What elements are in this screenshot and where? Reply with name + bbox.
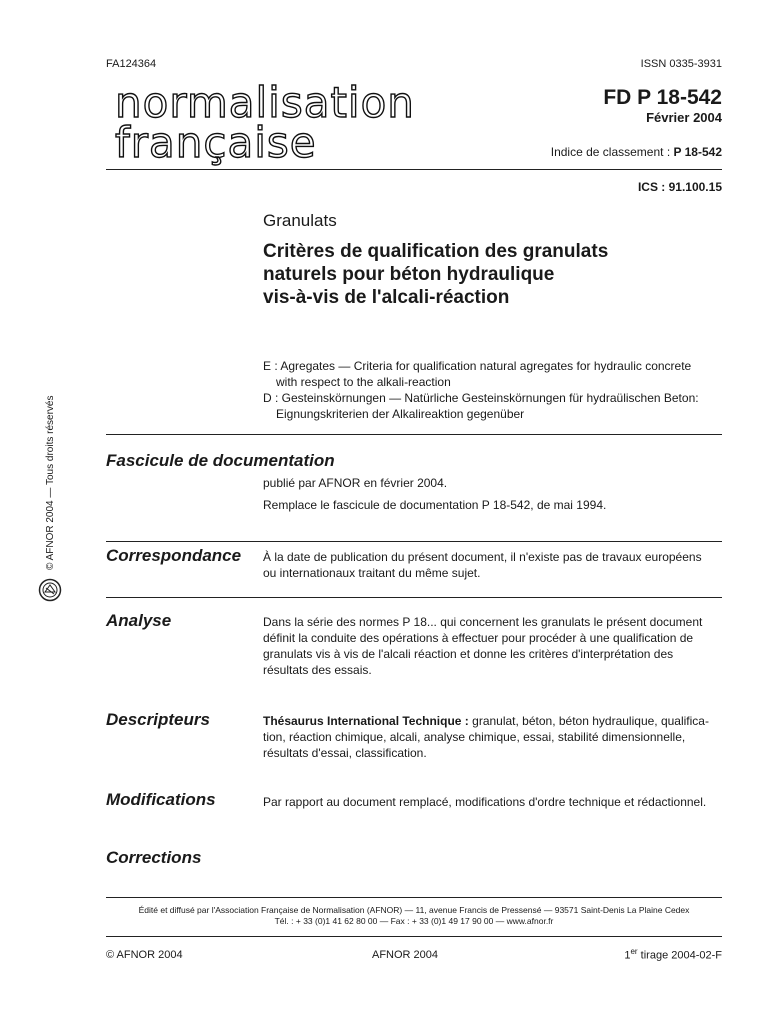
- index-label: Indice de classement :: [550, 145, 671, 159]
- classification-index: [551, 145, 722, 159]
- descripteurs-line2: tion, réaction chimique, alcali, analyse chimique, essai, stabilité dimensionnelle,: [263, 730, 686, 744]
- translations: [263, 358, 699, 422]
- fascicule-line2: Remplace le fascicule de documentation P 18-542, de mai 1994.: [263, 498, 607, 512]
- logo-line2: française: [115, 118, 317, 167]
- section-modifications-text: Par rapport au document remplacé, modifications d'ordre technique et rédactionnel.: [263, 795, 707, 809]
- side-copyright-text: © AFNOR 2004 — Tous droits réservés: [44, 395, 56, 570]
- correspondance-line1: À la date de publication du présent document, il n'existe pas de travaux européens: [263, 550, 702, 564]
- descripteurs-line1-rest: granulat, béton, béton hydraulique, qualifica-: [468, 714, 709, 728]
- tirage-rest: tirage 2004-02-F: [637, 949, 722, 962]
- ics-code: ICS : 91.100.15: [637, 180, 722, 194]
- english-title: E : Agregates — Criteria for qualification natural agregates for hydraulic concrete: [263, 359, 692, 373]
- issn: ISSN 0335-3931: [640, 58, 722, 70]
- tirage-number: 1: [624, 949, 631, 962]
- translations-rule: [106, 434, 722, 435]
- analyse-line3: granulats vis à vis de l'alcali réaction et donne les critères d'interprétation des: [263, 647, 674, 661]
- fascicule-line1: publié par AFNOR en février 2004.: [263, 476, 448, 490]
- section-corrections-label: Corrections: [106, 848, 202, 867]
- section-analyse-label: Analyse: [106, 611, 172, 630]
- section-rule: [106, 541, 722, 542]
- section-rule: [106, 597, 722, 598]
- index-value: P 18-542: [673, 145, 722, 159]
- footer-copyright: © AFNOR 2004: [106, 949, 183, 961]
- german-title-cont: Eignungskriterien der Alkalireaktion gegenüber: [276, 407, 525, 421]
- afnor-seal-icon: [38, 578, 62, 602]
- footer-center: AFNOR 2004: [372, 949, 439, 961]
- publisher-line2: Tél. : + 33 (0)1 41 62 80 00 — Fax : + 33 (0)1 49 17 90 00 — www.afnor.fr: [274, 916, 554, 926]
- analyse-line2: définit la conduite des opérations à effectuer pour procéder à une qualification de: [263, 631, 694, 645]
- section-modifications-label: Modifications: [106, 790, 216, 809]
- section-fascicule-label: Fascicule de documentation: [106, 451, 335, 470]
- footer-rule: [106, 897, 722, 898]
- title-line2: naturels pour béton hydraulique: [263, 264, 555, 285]
- thesaurus-label: Thésaurus International Technique :: [263, 714, 469, 728]
- title-line1: Critères de qualification des granulats: [263, 241, 609, 262]
- correspondance-line2: ou internationaux traitant du même sujet.: [263, 566, 481, 580]
- descripteurs-line1: [263, 713, 709, 729]
- publisher-info: [106, 905, 722, 927]
- analyse-line1: Dans la série des normes P 18... qui concernent les granulats le présent document: [263, 615, 703, 629]
- title-line3: vis-à-vis de l'alcali-réaction: [263, 287, 510, 308]
- reference-number: FA124364: [106, 58, 157, 70]
- section-fascicule-text: [263, 475, 606, 513]
- section-correspondance-label: Correspondance: [106, 546, 242, 565]
- section-descripteurs-text: [263, 713, 709, 761]
- tirage-superscript: er: [630, 947, 638, 956]
- header-rule: [106, 169, 722, 170]
- publication-date: Février 2004: [646, 110, 722, 125]
- page-title: [263, 240, 608, 309]
- section-analyse-text: [263, 614, 702, 678]
- side-copyright: [38, 382, 62, 602]
- english-title-cont: with respect to the alkali-reaction: [276, 375, 451, 389]
- section-correspondance-text: [263, 549, 702, 581]
- document-number: FD P 18-542: [603, 86, 722, 109]
- section-descripteurs-label: Descripteurs: [106, 710, 210, 729]
- german-title: D : Gesteinskörnungen — Natürliche Gesteinskörnungen für hydraülischen Beton:: [263, 391, 699, 405]
- logo-line1: normalisation: [115, 78, 415, 127]
- category: Granulats: [263, 211, 337, 230]
- footer-bottom-rule: [106, 936, 722, 937]
- analyse-line4: résultats des essais.: [263, 663, 372, 677]
- descripteurs-line3: résultats d'essai, classification.: [263, 746, 427, 760]
- publisher-line1: Édité et diffusé par l'Association Française de Normalisation (AFNOR) — 11, avenue Francis de Pressensé — 93571 Saint-Denis La Plaine Cedex: [138, 905, 690, 915]
- footer-tirage: [624, 947, 722, 962]
